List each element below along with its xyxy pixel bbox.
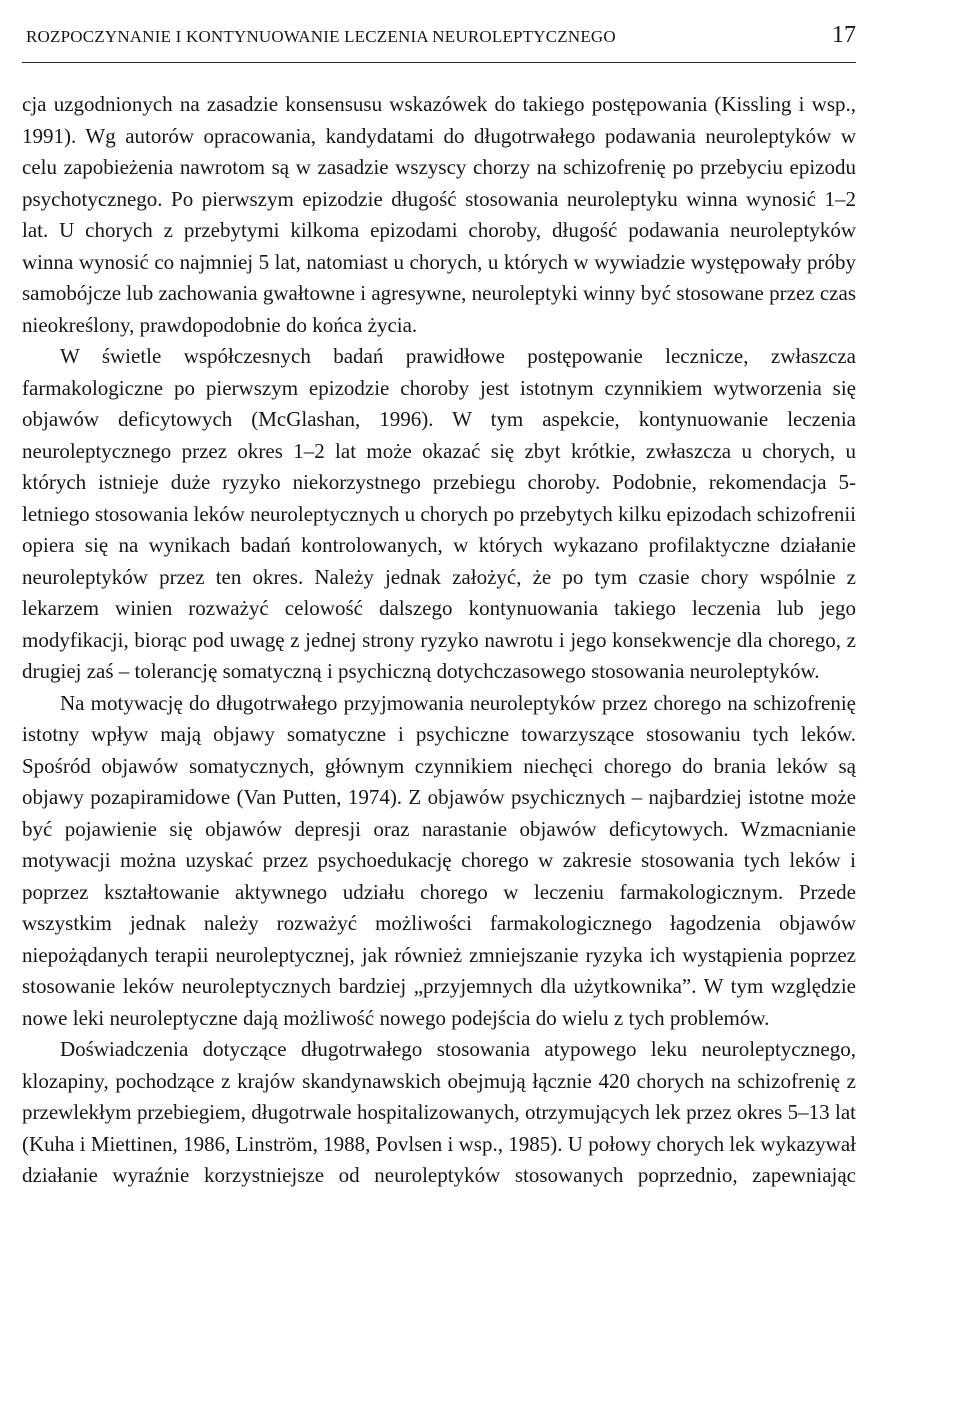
paragraph: Na motywację do długotrwałego przyjmowania neuroleptyków przez chorego na schizofrenię istotny wpływ mają objawy somatyczne i psychiczne towarzyszące stosowaniu tych leków. Spośród objawów somatycznych, głównym czynnikiem niechęci chorego do brania leków są objawy pozapiramidowe (Van Putten, 1974). Z objawów psychicznych – najbardziej istotne może być pojawienie się objawów depresji oraz narastanie objawów deficytowych. Wzmacnianie motywacji można uzyskać przez psychoedukację chorego w zakresie stosowania tych leków i poprzez kształtowanie aktywnego udziału chorego w leczeniu farmakologicznym. Przede wszystkim jednak należy rozważyć możliwości farmakologicznego łagodzenia objawów niepożądanych terapii neuroleptycznej, jak również zmniejszanie ryzyka ich wystąpienia poprzez stosowanie leków neuroleptycznych bardziej „przyjemnych dla użytkownika”. W tym względzie nowe leki neuroleptyczne dają możliwość nowego podejścia do wielu z tych problemów.	[22, 690, 856, 1030]
paragraph: Doświadczenia dotyczące długotrwałego stosowania atypowego leku neuroleptycznego, klozapiny, pochodzące z krajów skandynawskich obejmują łącznie 420 chorych na schizofrenię z przewlekłym przebiegiem, długotrwale hospitalizowanych, otrzymujących lek przez okres 5–13 lat (Kuha i Miettinen, 1986, Linström, 1988, Povlsen i wsp., 1985). U połowy chorych lek wykazywał działanie wyraźnie korzystniejsze od neuroleptyków stosowanych poprzednio, zapewniając	[22, 1037, 856, 1187]
paragraph: W świetle współczesnych badań prawidłowe postępowanie lecznicze, zwłaszcza farmakologiczne po pierwszym epizodzie choroby jest istotnym czynnikiem wytworzenia się objawów deficytowych (McGlashan, 1996). W tym aspekcie, kontynuowanie leczenia neuroleptycznego przez okres 1–2 lat może okazać się zbyt krótkie, zwłaszcza u chorych, u których istnieje duże ryzyko niekorzystnego przebiegu choroby. Podobnie, rekomendacja 5-letniego stosowania leków neuroleptycznych u chorych po przebytych kilku epizodach schizofrenii opiera się na wynikach badań kontrolowanych, w których wykazano profilaktyczne działanie neuroleptyków przez ten okres. Należy jednak założyć, że po tym czasie chory wspólnie z lekarzem winien rozważyć celowość dalszego kontynuowania takiego leczenia lub jego modyfikacji, biorąc pod uwagę z jednej strony ryzyko nawrotu i jego konsekwencje dla chorego, z drugiej zaś – tolerancję somatyczną i psychiczną dotychczasowego stosowania neuroleptyków.	[22, 344, 856, 683]
book-page	[22, 22, 856, 1192]
body-text	[22, 89, 856, 1192]
running-header	[22, 22, 856, 63]
paragraph: cja uzgodnionych na zasadzie konsensusu wskazówek do takiego postępowania (Kissling i wsp., 1991). Wg autorów opracowania, kandydatami do długotrwałego podawania neuroleptyków w celu zapobieżenia nawrotom są w zasadzie wszyscy chorzy na schizofrenię po przebyciu epizodu psychotycznego. Po pierwszym epizodzie długość stosowania neuroleptyku winna wynosić 1–2 lat. U chorych z przebytymi kilkoma epizodami choroby, długość podawania neuroleptyków winna wynosić co najmniej 5 lat, natomiast u chorych, u których w wywiadzie występowały próby samobójcze lub zachowania gwałtowne i agresywne, neuroleptyki winny być stosowane przez czas nieokreślony, prawdopodobnie do końca życia.	[22, 92, 856, 337]
running-title: ROZPOCZYNANIE I KONTYNUOWANIE LECZENIA NEUROLEPTYCZNEGO	[26, 27, 616, 46]
page-number: 17	[832, 22, 856, 48]
